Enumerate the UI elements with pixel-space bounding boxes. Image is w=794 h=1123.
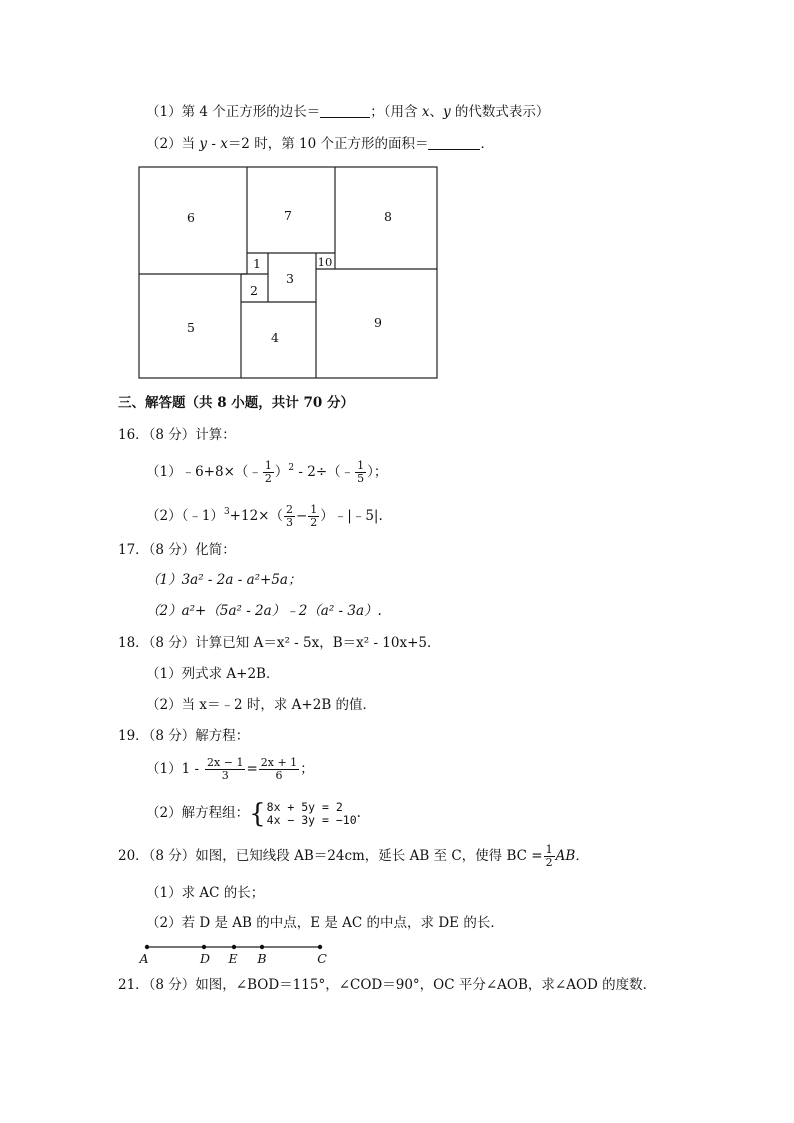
q18-part1: （1）列式求 A+2B． bbox=[146, 666, 280, 682]
square-label-5: 5 bbox=[187, 320, 195, 335]
point-d bbox=[202, 945, 206, 949]
denominator: 5 bbox=[357, 472, 365, 485]
var-x: x bbox=[421, 104, 430, 120]
q16-head: 16．（8 分）计算： bbox=[118, 427, 236, 443]
label-d: D bbox=[199, 951, 211, 966]
denominator: 2 bbox=[310, 516, 318, 529]
label-b: B bbox=[257, 951, 267, 966]
q16-part2-end: ）﹣|﹣5|. bbox=[320, 508, 383, 524]
q19-part2 bbox=[146, 798, 361, 830]
square-label-1: 1 bbox=[253, 256, 261, 271]
square-label-9: 9 bbox=[374, 315, 382, 330]
q18-part2: （2）当 x＝﹣2 时，求 A+2B 的值． bbox=[146, 697, 377, 713]
q19-part2-text: （2）解方程组： bbox=[146, 805, 250, 821]
square-label-6: 6 bbox=[187, 210, 195, 225]
numerator: 1 bbox=[310, 503, 318, 516]
square-label-3: 3 bbox=[286, 271, 294, 286]
q17-part1: （1）3a² - 2a - a²+5a； bbox=[146, 572, 302, 588]
q16-part1-text-c: - 2÷（﹣ bbox=[294, 464, 355, 480]
q16-part1 bbox=[146, 454, 387, 486]
square-label-8: 8 bbox=[384, 209, 392, 224]
q17-head: 17．（8 分）化简： bbox=[118, 542, 236, 558]
fraction bbox=[544, 844, 555, 869]
square-label-2: 2 bbox=[250, 283, 258, 298]
squares-figure bbox=[0, 0, 794, 400]
q16-part2-text: （2）（﹣1） bbox=[146, 508, 224, 524]
denominator: 3 bbox=[285, 516, 293, 529]
fraction bbox=[205, 757, 245, 782]
minus: - bbox=[207, 136, 221, 152]
point-a bbox=[145, 945, 149, 949]
square-label-10: 10 bbox=[317, 255, 333, 269]
fraction bbox=[308, 504, 319, 529]
paren: ） bbox=[274, 464, 289, 480]
fraction bbox=[284, 504, 295, 529]
q20-part2: （2）若 D 是 AB 的中点，E 是 AC 的中点，求 DE 的长． bbox=[146, 915, 504, 931]
point-c bbox=[318, 945, 322, 949]
q20-part1: （1）求 AC 的长； bbox=[146, 885, 265, 901]
numerator: 1 bbox=[545, 843, 553, 856]
square-label-7: 7 bbox=[284, 208, 292, 223]
numerator: 2x − 1 bbox=[207, 756, 244, 769]
q19-part1 bbox=[146, 755, 314, 787]
point-e bbox=[232, 945, 236, 949]
q15-part2-text: （2）当 bbox=[146, 136, 200, 152]
q19-part1-end: ； bbox=[300, 761, 314, 777]
denominator: 3 bbox=[221, 769, 229, 782]
var-y: y bbox=[442, 104, 451, 120]
q19-part1-text: （1）1 - bbox=[146, 761, 200, 777]
denominator: 2 bbox=[264, 472, 272, 485]
q17-part2: （2）a²+（5a² - 2a）﹣2（a² - 3a）. bbox=[146, 603, 382, 619]
equation-1: 8x + 5y = 2 bbox=[266, 799, 343, 814]
q15-part1-text: （1）第 4 个正方形的边长＝ bbox=[146, 104, 321, 120]
exponent: 3 bbox=[223, 507, 230, 517]
left-brace: { bbox=[249, 798, 266, 829]
numerator: 2 bbox=[285, 503, 293, 516]
q20-head bbox=[118, 842, 589, 874]
q15-part1-hint: ；（用含 bbox=[370, 104, 422, 120]
equation-system bbox=[267, 801, 357, 827]
equals: = bbox=[246, 761, 258, 777]
square-label-4: 4 bbox=[271, 330, 279, 345]
q19-head: 19．（8 分）解方程： bbox=[118, 728, 250, 744]
numerator: 2x + 1 bbox=[260, 756, 298, 769]
minus: − bbox=[295, 508, 308, 524]
section-title: 三、解答题（共 8 小题，共计 70 分） bbox=[118, 395, 354, 411]
numerator: 1 bbox=[264, 459, 272, 472]
point-b bbox=[260, 945, 264, 949]
q21-head: 21．（8 分）如图，∠BOD＝115°，∠COD＝90°，OC 平分∠AOB，求∠AOD 的度数． bbox=[118, 977, 657, 993]
q20-head-text: 20．（8 分）如图，已知线段 AB＝24cm，延长 AB 至 C，使得 BC = bbox=[118, 848, 543, 864]
var-x: x bbox=[220, 136, 228, 152]
q16-part2-text-b: +12×（ bbox=[229, 508, 283, 524]
label-c: C bbox=[317, 951, 327, 966]
denominator: 2 bbox=[545, 856, 553, 869]
separator: 、 bbox=[429, 104, 443, 120]
var-y: y bbox=[199, 136, 208, 152]
line-segment-figure bbox=[130, 938, 340, 968]
q20-head-end: AB． bbox=[555, 848, 589, 864]
label-e: E bbox=[228, 951, 238, 966]
period: ． bbox=[480, 136, 494, 152]
q16-part1-text: （1）﹣6+8×（﹣ bbox=[146, 464, 262, 480]
numerator: 1 bbox=[357, 459, 365, 472]
denominator: 6 bbox=[275, 769, 283, 782]
q15-part2-text-b: ＝2 时，第 10 个正方形的面积＝ bbox=[227, 136, 429, 152]
q18-head: 18．（8 分）计算已知 A＝x² - 5x，B＝x² - 10x+5． bbox=[118, 635, 441, 651]
q16-part1-end: ）； bbox=[367, 464, 388, 480]
fraction bbox=[263, 460, 274, 485]
equation-2: 4x − 3y = −10 bbox=[266, 812, 357, 827]
period: . bbox=[356, 805, 361, 821]
q15-part1-hint-end: 的代数式表示） bbox=[450, 104, 550, 120]
exponent: 2 bbox=[288, 463, 295, 473]
q16-part2 bbox=[146, 498, 383, 530]
fraction bbox=[355, 460, 366, 485]
fraction bbox=[259, 757, 299, 782]
label-a: A bbox=[139, 951, 149, 966]
